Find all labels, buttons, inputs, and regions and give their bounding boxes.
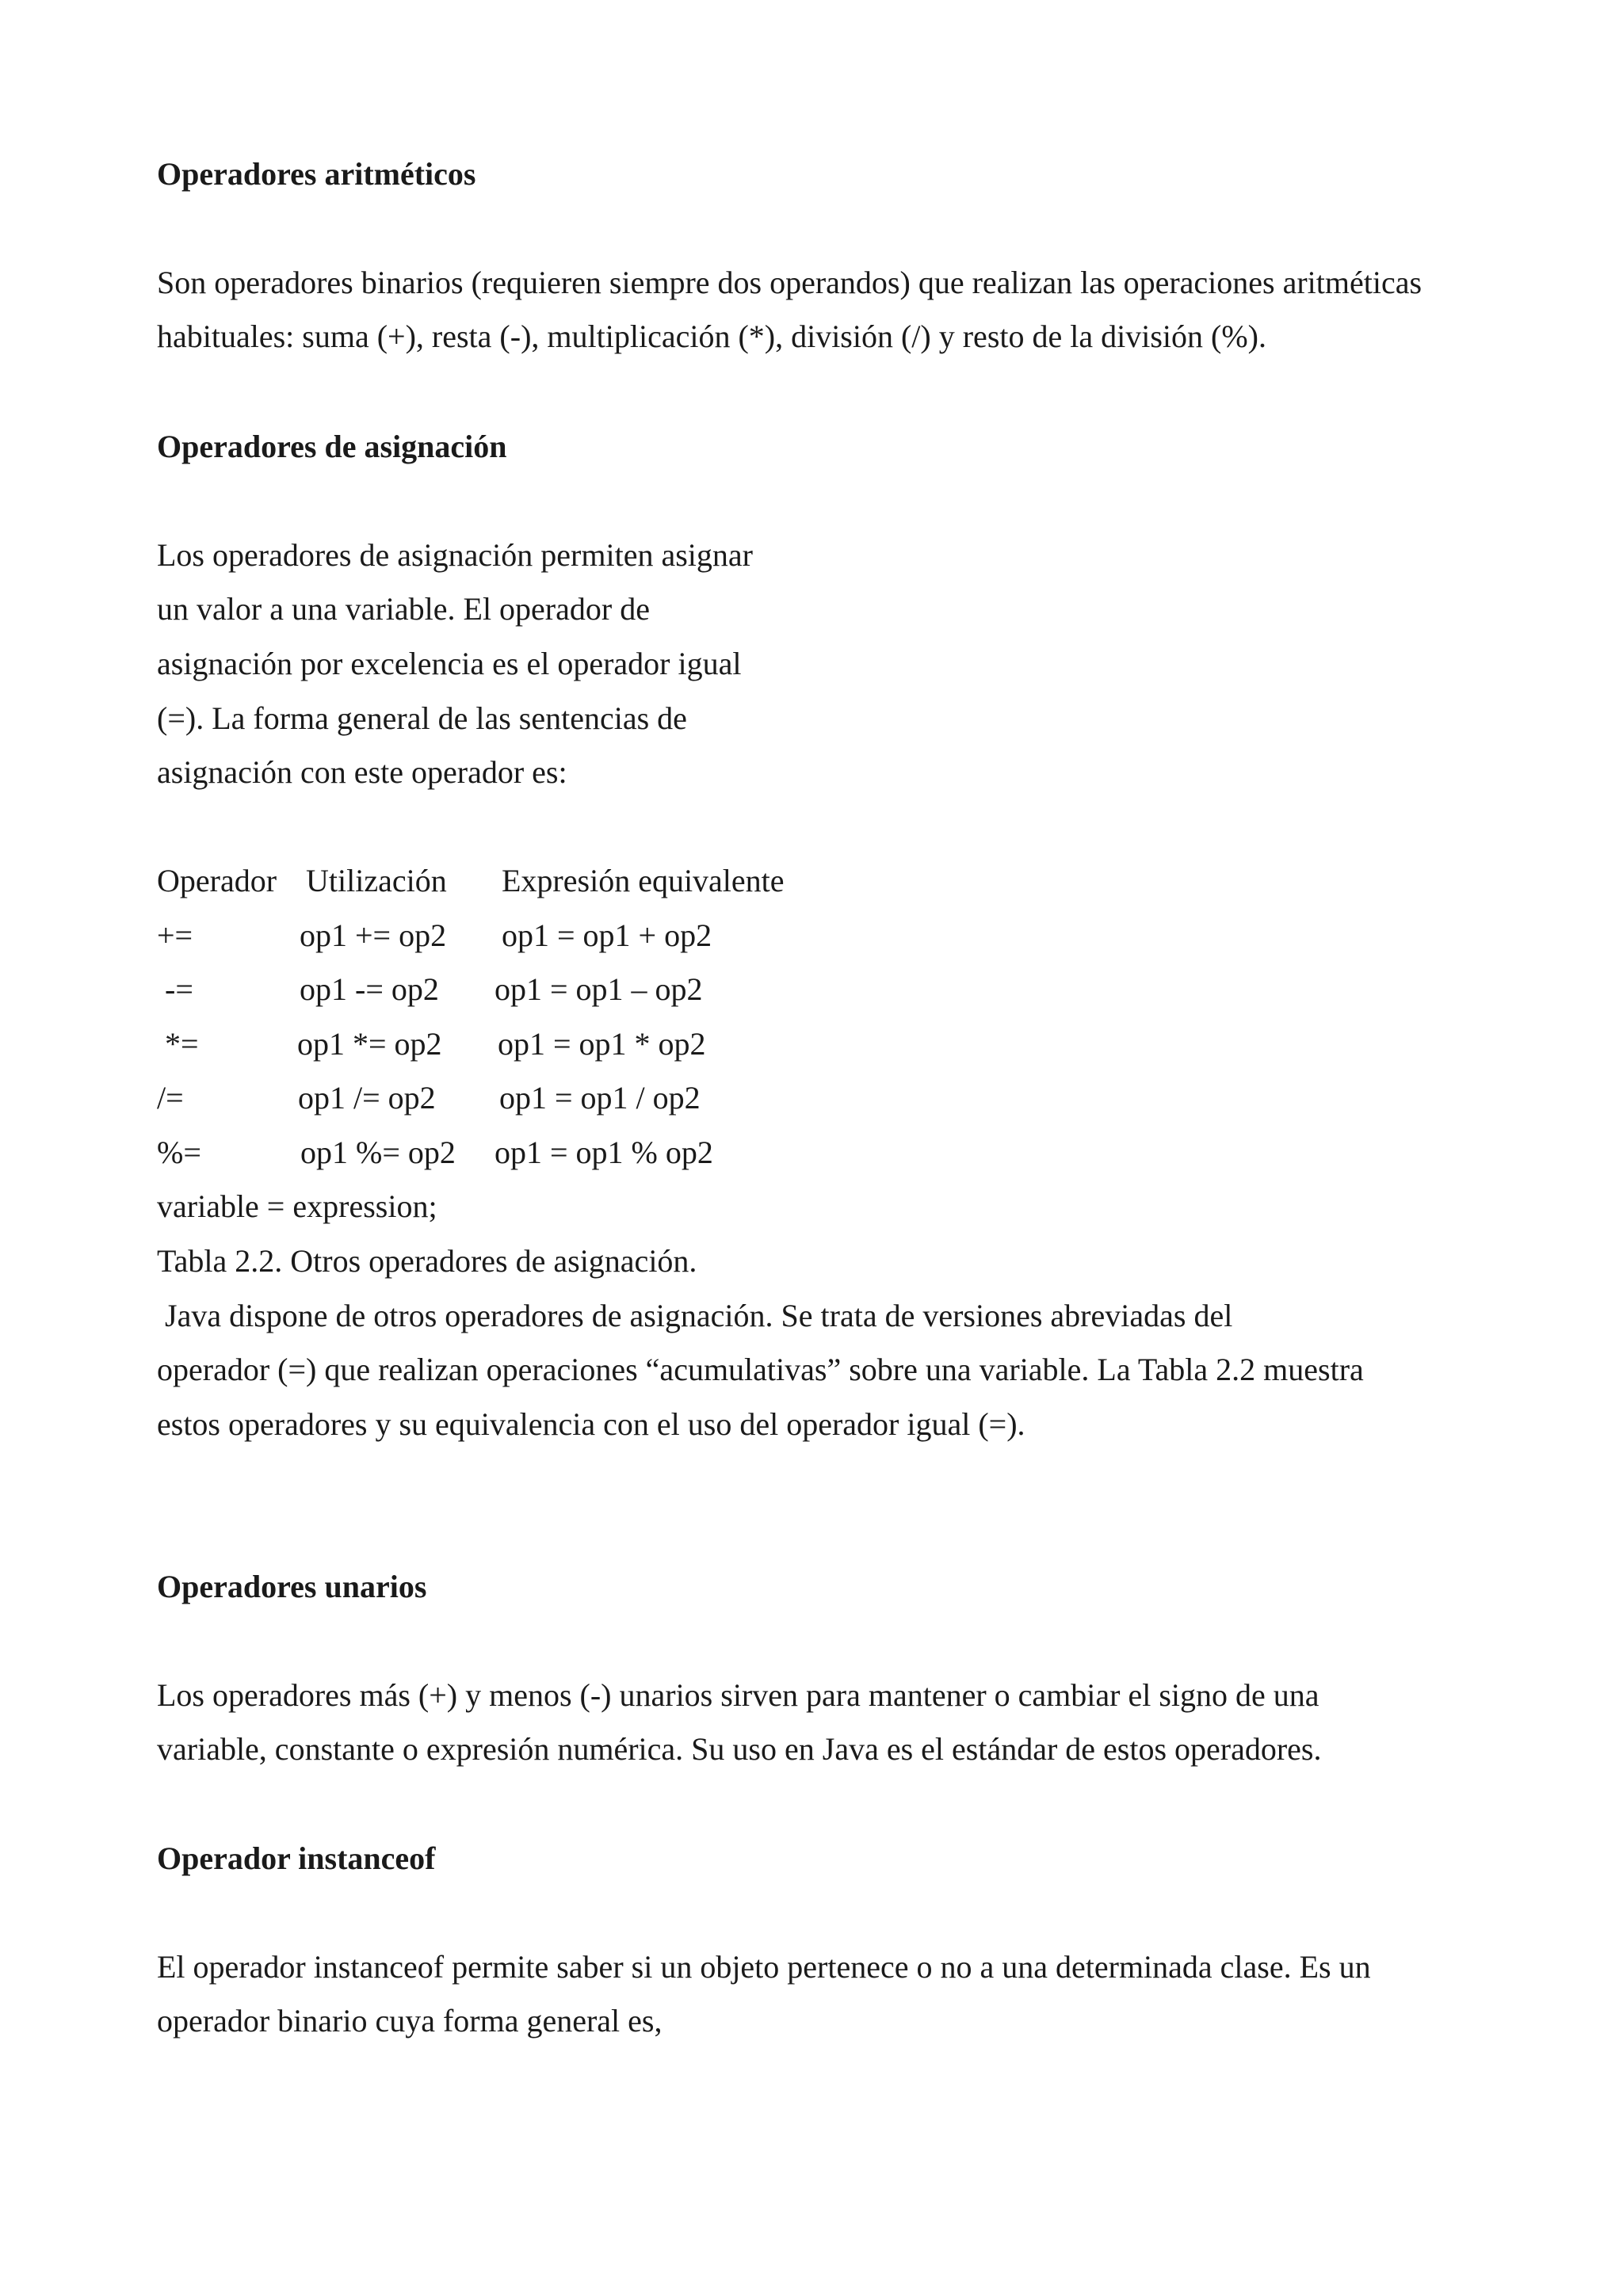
table-cell-operator: /=	[157, 1080, 184, 1116]
paragraph-line: variable, constante o expresión numérica. Su uso en Java es el estándar de estos operadores.	[157, 1731, 1322, 1767]
heading-asignacion: Operadores de asignación	[157, 429, 507, 464]
table-cell-operator: +=	[157, 917, 193, 953]
paragraph-line: (=). La forma general de las sentencias de	[157, 700, 687, 736]
heading-instanceof: Operador instanceof	[157, 1840, 436, 1876]
paragraph-line: habituales: suma (+), resta (-), multiplicación (*), división (/) y resto de la división (%).	[157, 318, 1266, 354]
table-header-utilizacion: Utilización	[306, 863, 447, 898]
table-cell-equivalent: op1 = op1 – op2	[495, 971, 703, 1007]
table-cell-usage: op1 /= op2	[298, 1080, 436, 1116]
paragraph-line: Los operadores de asignación permiten asignar	[157, 537, 753, 573]
paragraph-line: estos operadores y su equivalencia con el uso del operador igual (=).	[157, 1406, 1025, 1442]
heading-unarios: Operadores unarios	[157, 1569, 427, 1604]
table-caption: Tabla 2.2. Otros operadores de asignación.	[157, 1243, 697, 1279]
table-cell-equivalent: op1 = op1 * op2	[498, 1026, 706, 1062]
table-header-expresion: Expresión equivalente	[502, 863, 785, 898]
table-cell-operator: %=	[157, 1135, 201, 1170]
heading-aritmeticos: Operadores aritméticos	[157, 156, 476, 192]
table-cell-usage: op1 -= op2	[300, 971, 439, 1007]
paragraph-line: operador (=) que realizan operaciones “acumulativas” sobre una variable. La Tabla 2.2 muestra	[157, 1352, 1364, 1387]
paragraph-line: Son operadores binarios (requieren siempre dos operandos) que realizan las operaciones aritméticas	[157, 265, 1423, 300]
table-cell-equivalent: op1 = op1 % op2	[495, 1135, 713, 1170]
table-cell-operator: -=	[157, 971, 193, 1007]
paragraph-line: El operador instanceof permite saber si un objeto pertenece o no a una determinada clase. Es un	[157, 1949, 1371, 1985]
table-cell-equivalent: op1 = op1 / op2	[499, 1080, 701, 1116]
paragraph-line: Los operadores más (+) y menos (-) unarios sirven para mantener o cambiar el signo de una	[157, 1677, 1319, 1713]
table-cell-usage: op1 += op2	[300, 917, 447, 953]
table-header-operador: Operador	[157, 863, 277, 898]
paragraph-line: asignación por excelencia es el operador igual	[157, 646, 742, 681]
paragraph-line: operador binario cuya forma general es,	[157, 2003, 663, 2039]
paragraph-line: Java dispone de otros operadores de asignación. Se trata de versiones abreviadas del	[157, 1298, 1233, 1333]
table-cell-equivalent: op1 = op1 + op2	[502, 917, 712, 953]
table-cell-operator: *=	[157, 1026, 199, 1062]
paragraph-line: un valor a una variable. El operador de	[157, 591, 650, 627]
table-cell-usage: op1 *= op2	[297, 1026, 442, 1062]
code-line: variable = expression;	[157, 1188, 437, 1224]
paragraph-line: asignación con este operador es:	[157, 754, 567, 790]
table-cell-usage: op1 %= op2	[300, 1135, 456, 1170]
